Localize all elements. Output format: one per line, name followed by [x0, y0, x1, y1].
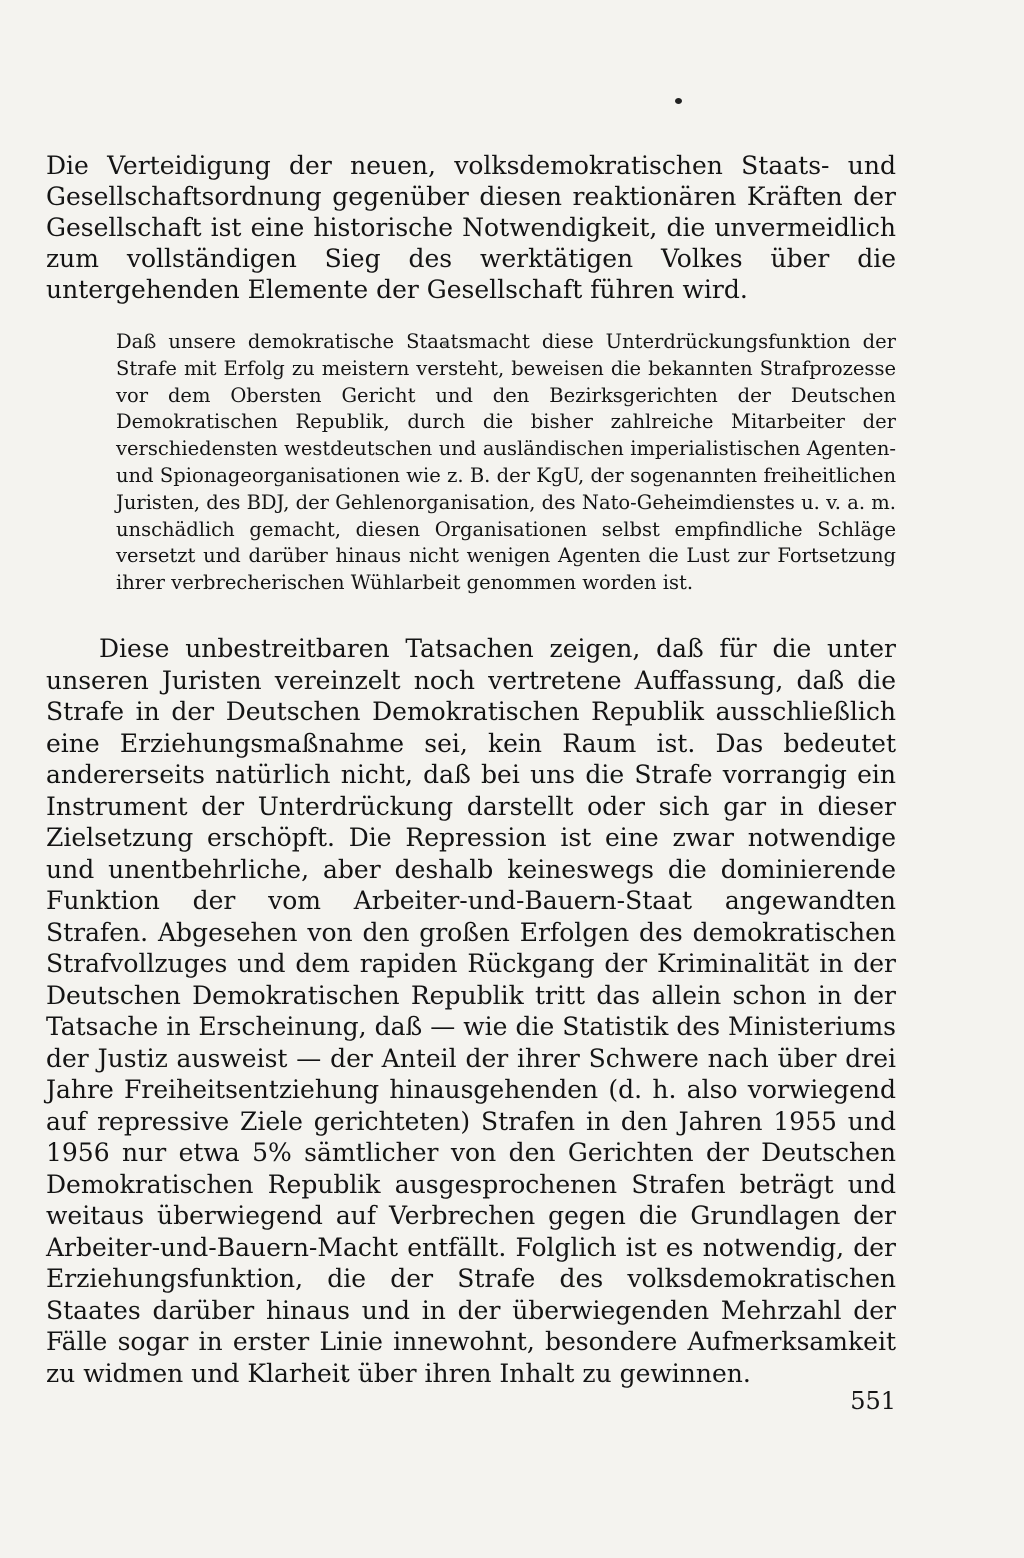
scan-speck — [675, 98, 682, 104]
paragraph-main: Diese unbestreitbaren Tatsachen zeigen, daß für die unter unseren Juristen vereinzelt noch vertretene Auffassung, daß die Strafe in der Deutschen Demokratischen Republik ausschließlich eine Erziehungsmaßnahme sei, kein Raum ist. Das bedeutet andererseits natürlich nicht, daß bei uns die Strafe vorrangig ein Instrument der Unterdrückung darstellt oder sich gar in dieser Zielsetzung erschöpft. Die Repression ist eine zwar notwendige und unentbehrliche, aber deshalb keineswegs die dominierende Funktion der vom Arbeiter-und-Bauern-Staat angewandten Strafen. Abgesehen von den großen Erfolgen des demokratischen Strafvollzuges und dem rapiden Rückgang der Kriminalität in der Deutschen Demokratischen Republik tritt das allein schon in der Tatsache in Erscheinung, daß — wie die Statistik des Ministeriums der Justiz ausweist — der Anteil der ihrer Schwere nach über drei Jahre Freiheitsentziehung hinausgehenden (d. h. also vorwiegend auf repressive Ziele gerichteten) Strafen in den Jahren 1955 und 1956 nur etwa 5% sämtlicher von den Gerichten der Deutschen Demokratischen Republik ausgesprochenen Strafen beträgt und weitaus überwiegend auf Verbrechen gegen die Grundlagen der Arbeiter-und-Bauern-Macht entfällt. Folglich ist es notwendig, der Erziehungsfunktion, die der Strafe des volksdemokratischen Staates darüber hinaus und in der überwiegenden Mehrzahl der Fälle sogar in erster Linie innewohnt, besondere Aufmerksamkeit zu widmen und Klarheit über ihren Inhalt zu gewinnen. — [46, 634, 896, 1388]
paragraph-intro: Die Verteidigung der neuen, volksdemokratischen Staats- und Gesellschaftsordnung gegenüber diesen reaktionären Kräften der Gesellschaft ist eine historische Notwendigkeit, die unvermeidlich zum vollständigen Sieg des werktätigen Volkes über die untergehenden Elemente der Gesellschaft führen wird. — [46, 151, 896, 305]
paragraph-indented-quote: Daß unsere demokratische Staatsmacht diese Unterdrückungsfunktion der Strafe mit Erfolg zu meistern versteht, beweisen die bekannten Strafprozesse vor dem Obersten Gericht und den Bezirksgerichten der Deutschen Demokratischen Republik, durch die bisher zahlreiche Mitarbeiter der verschiedensten westdeutschen und ausländischen imperialistischen Agenten- und Spionageorganisationen wie z. B. der KgU, der sogenannten freiheitlichen Juristen, des BDJ, der Gehlenorganisation, des Nato-Geheimdienstes u. v. a. m. unschädlich gemacht, diesen Organisationen selbst empfindliche Schläge versetzt und darüber hinaus nicht wenigen Agenten die Lust zur Fortsetzung ihrer verbrecherischen Wühlarbeit genommen worden ist. — [116, 330, 896, 595]
page-number: 551 — [850, 1387, 896, 1415]
